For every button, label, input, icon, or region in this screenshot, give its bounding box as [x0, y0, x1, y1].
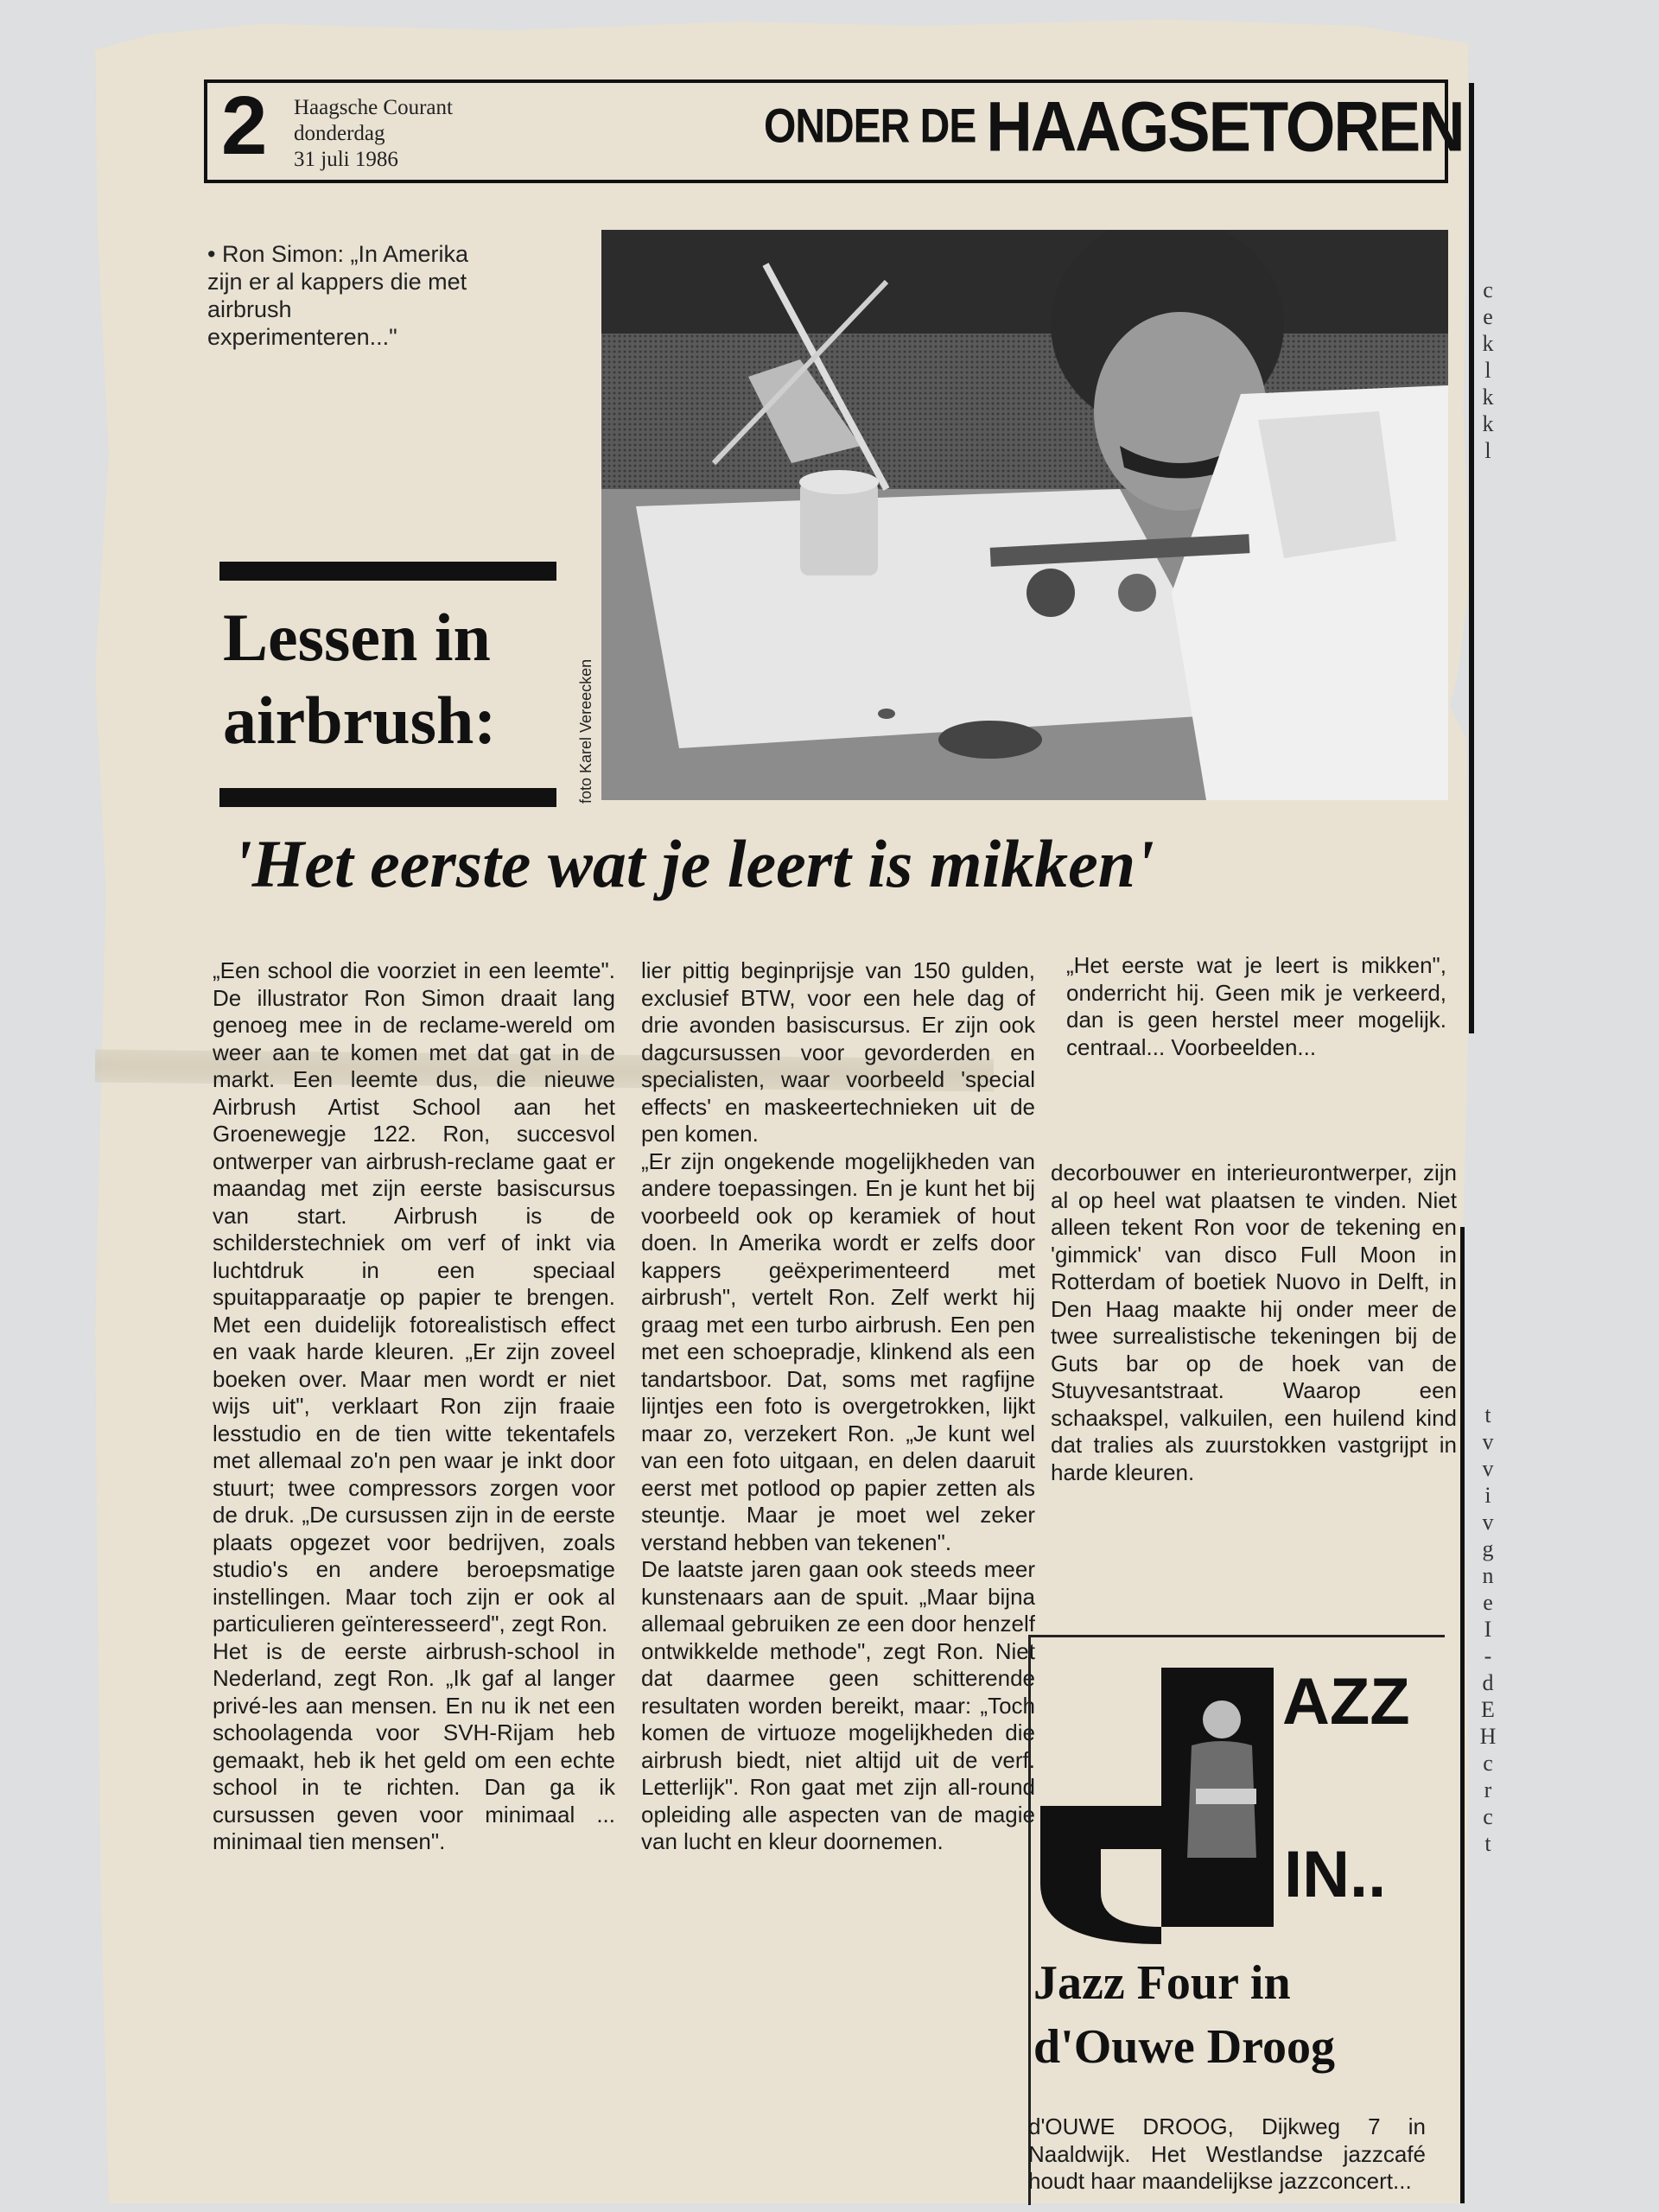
article-column-3-top: „Het eerste wat je leert is mikken", onderricht hij. Geen mik je verkeerd, dan is geen herstel meer mogelijk. centraal... Voorbeelden... — [1066, 952, 1446, 1060]
issue-day: donderdag — [294, 122, 385, 145]
headline-line-1: Lessen in — [223, 600, 491, 675]
jazz-in-logo — [1040, 1659, 1434, 1944]
section-title-prefix: ONDER DE — [764, 99, 976, 153]
jazz-logo-musician-head — [1203, 1700, 1241, 1738]
headline — [223, 596, 496, 762]
section-title — [764, 83, 1464, 169]
article-photo — [601, 230, 1448, 800]
issue-date: 31 juli 1986 — [294, 148, 398, 171]
headline-rule-bottom — [219, 788, 556, 807]
jazz-logo-in: IN.. — [1284, 1838, 1387, 1911]
article-column-2: lier pittig beginprijsje van 150 gulden, exclusief BTW, voor een hele dag of drie avonden basiscursus. Er zijn ook dagcursussen voor gevorderden en specialisten, waar voorbeeld 'special effects' en maskeertechnieken uit de pen komen. „Er zijn ongekende mogelijkheden van andere toepassingen. En je kunt het bij voorbeeld ook op keramiek of hout doen. In Amerika wordt er zelfs door kappers geëxperimenteerd met airbrush", vertelt Ron. Zelf werkt hij graag met een turbo airbrush. Een pen met een schoepradje, klinkend als een tandartsboor. Dat, soms met ragfijne lijntjes een foto is overgetrokken, lijkt maar zo, verzekert Ron. „Je kunt wel van een foto uitgaan, en delen daaruit eerst met potlood op papier zetten als steuntje. Maar je moet wel zeker verstand hebben van tekenen". De laatste jaren gaan ook steeds meer kunstenaars aan de spuit. „Maar bijna allemaal gebruiken ze een door henzelf ontwikkelde methode", zegt Ron. Niet dat daarmee geen schitterende resultaten worden bereikt, maar: „Toch komen de virtuoze mogelijkheden die airbrush biedt, niet altijd uit de verf. Letterlijk". Ron gaat met zijn all-round opleiding alle aspecten van de magie van lucht en kleur doornemen. — [641, 957, 1035, 1854]
jazz-logo-j-bar — [1040, 1806, 1161, 1849]
headline-rule-top — [219, 562, 556, 581]
paper-name: Haagsche Courant — [294, 96, 453, 119]
article-column-1: „Een school die voorziet in een leemte". De illustrator Ron Simon draait lang genoeg mee in de reclame-wereld om weer aan te komen met dat gat in de markt. Een leemte dus, die nieuwe Airbrush Artist School aan het Groenewegje 122. Ron, succesvol ontwerper van airbrush-reclame gaat er maandag met zijn eerste basiscursus van start. Airbrush is de schilderstechniek om verf of inkt via luchtdruk in een speciaal spuitapparaatje op papier te brengen. Met een duidelijk fotorealistisch effect en vaak harde kleuren. „Er zijn zoveel boeken over. Maar men wordt er niet wijs uit", verklaart Ron zijn fraaie lesstudio en de tien witte tekentafels met allemaal zo'n pen waar je inkt door stuurt; twee compressors zorgen voor de druk. „De cursussen zijn in de eerste plaats opgezet voor bedrijven, zoals studio's en andere beroepsmatige instellingen. Maar toch zijn er ook al particulieren geïnteresseerd", zegt Ron. Het is de eerste airbrush-school in Nederland, zegt Ron. „Ik gaf al langer privé-les aan mensen. En nu ik net een schoolagenda voor SVH-Rijam heb gemaakt, heb ik het geld om een echte school in te richten. Dan ga ik cursussen geven voor minimaal ... minimaal tien mensen". — [213, 957, 615, 1854]
column-divider-right — [1469, 83, 1474, 1033]
adjacent-article-fragment-lower: t v v i v g n e I - d E H c r c t — [1479, 1402, 1497, 1856]
section-title-main: HAAGSETOREN — [986, 86, 1464, 166]
photo-credit: foto Karel Vereecken — [577, 658, 594, 804]
article-column-3: decorbouwer en interieurontwerper, zijn al op heel wat plaatsen te vinden. Niet alleen tekent Ron voor de tekening en 'gimmick' van disco Full Moon in Rotterdam of boetiek Nuovo in Delft, in Den Haag maakte hij onder meer de twee surrealistische tekeningen bij de Guts bar op de hoek van de Stuyvesantstraat. Waarop een schaakspel, valkuilen, een huilend kind dat tralies als zuurstokken vastgrijpt in harde kleuren. — [1051, 1160, 1457, 1485]
photo-illustration — [601, 230, 1448, 800]
jazz-headline: Jazz Four in d'Ouwe Droog — [1033, 1956, 1335, 2074]
adjacent-article-fragment-upper: c e k l k k l — [1482, 277, 1494, 463]
headline-line-2: airbrush: — [223, 683, 497, 758]
masthead-info — [294, 95, 453, 173]
jazz-logo-instrument — [1196, 1789, 1256, 1804]
photo-caption: • Ron Simon: „In Amerika zijn er al kappers die met airbrush experimenteren..." — [207, 241, 469, 350]
page-number: 2 — [221, 79, 268, 172]
jazz-logo-azz: AZZ — [1282, 1665, 1410, 1738]
jazz-body: d'OUWE DROOG, Dijkweg 7 in Naaldwijk. Het Westlandse jazzcafé houdt haar maandelijkse jazzconcert... — [1028, 2113, 1426, 2194]
column-divider-right-lower — [1460, 1227, 1465, 2203]
subheadline: 'Het eerste wat je leert is mikken' — [233, 826, 1154, 901]
